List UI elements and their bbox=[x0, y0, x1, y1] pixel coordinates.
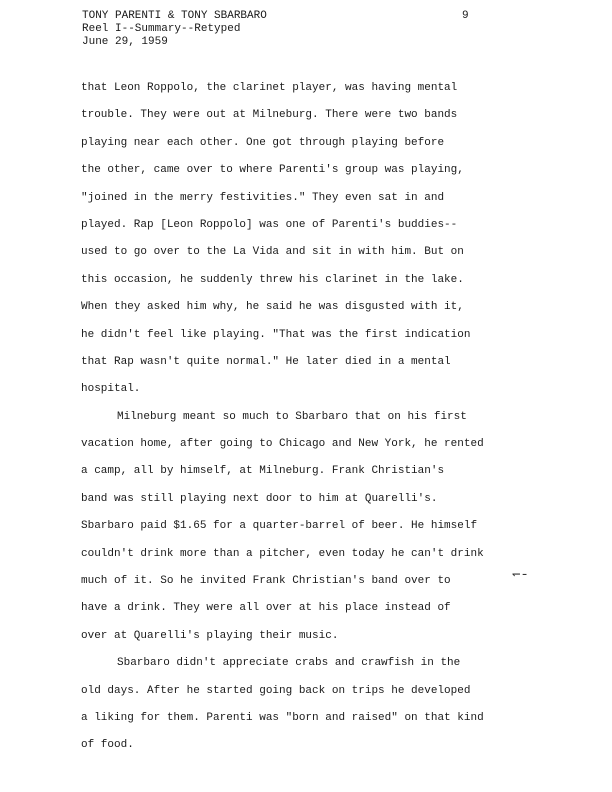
paragraph-start-line: Sbarbaro didn't appreciate crabs and crawfish in the bbox=[117, 657, 461, 670]
text-line: played. Rap [Leon Roppolo] was one of Parenti's buddies-- bbox=[81, 218, 458, 231]
text-line: much of it. So he invited Frank Christian's band over to bbox=[81, 575, 451, 588]
text-line: have a drink. They were all over at his place instead of bbox=[81, 602, 451, 615]
header-date: June 29, 1959 bbox=[82, 36, 168, 48]
text-line: the other, came over to where Parenti's group was playing, bbox=[81, 164, 464, 177]
transcript-body bbox=[81, 75, 561, 760]
text-line: trouble. They were out at Milneburg. There were two bands bbox=[81, 109, 458, 122]
text-line: of food. bbox=[81, 739, 134, 752]
text-line: When they asked him why, he said he was disgusted with it, bbox=[81, 301, 464, 314]
text-line: couldn't drink more than a pitcher, even today he can't drink bbox=[81, 547, 484, 560]
text-line: playing near each other. One got through playing before bbox=[81, 136, 445, 149]
text-line: over at Quarelli's playing their music. bbox=[81, 629, 339, 642]
text-line: Sbarbaro paid $1.65 for a quarter-barrel of beer. He himself bbox=[81, 520, 478, 533]
text-line: that Leon Roppolo, the clarinet player, was having mental bbox=[81, 82, 458, 94]
text-line: this occasion, he suddenly threw his clarinet in the lake. bbox=[81, 273, 464, 286]
text-line: "joined in the merry festivities." They even sat in and bbox=[81, 191, 445, 204]
text-line: used to go over to the La Vida and sit in with him. But on bbox=[81, 246, 464, 259]
text-line: vacation home, after going to Chicago and New York, he rented bbox=[81, 438, 484, 451]
text-line: he didn't feel like playing. "That was the first indication bbox=[81, 328, 471, 341]
text-line: hospital. bbox=[81, 383, 141, 396]
text-line: band was still playing next door to him at Quarelli's. bbox=[81, 492, 438, 505]
text-line: a camp, all by himself, at Milneburg. Frank Christian's bbox=[81, 465, 445, 478]
header-reel: Reel I--Summary--Retyped bbox=[82, 23, 241, 35]
text-line: old days. After he started going back on trips he developed bbox=[81, 684, 471, 697]
header-names: TONY PARENTI & TONY SBARBARO bbox=[82, 10, 267, 22]
text-line: that Rap wasn't quite normal." He later died in a mental bbox=[81, 355, 451, 368]
document-header bbox=[82, 10, 267, 49]
page-number: 9 bbox=[462, 10, 469, 22]
text-line: a liking for them. Parenti was "born and raised" on that kind bbox=[81, 711, 484, 724]
paragraph-start-line: Milneburg meant so much to Sbarbaro that on his first bbox=[117, 410, 467, 423]
handwritten-margin-mark: ↽‐ bbox=[512, 567, 529, 583]
